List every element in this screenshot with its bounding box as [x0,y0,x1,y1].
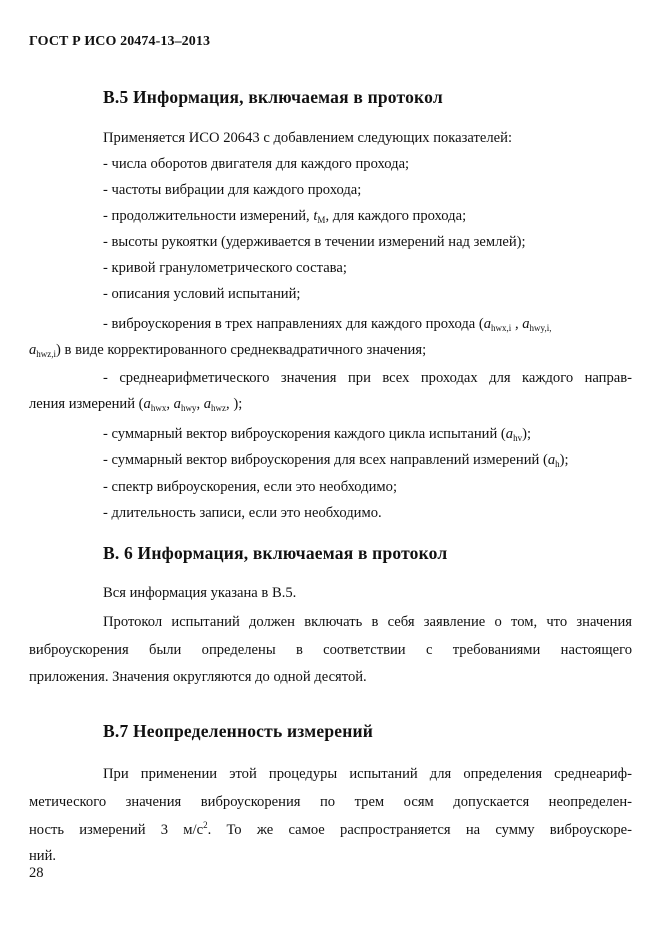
symbol-a: a [29,342,37,358]
mean-end: , ); [226,396,243,412]
sub-hwyi: hwy,i, [529,323,552,333]
duration-symbol: t [313,208,318,224]
symbol-a: a [143,396,151,412]
section-b7-title: В.7 Неопределенность измерений [103,721,374,741]
b5-item-rpm: - числа оборотов двигателя для каждого прохода; [103,156,410,172]
b7-sup: 2 [203,820,208,830]
b5-item-mean-line1: - среднеарифметического значения при всех проходах для каждого направ- [103,370,632,386]
symbol-a: a [522,316,530,332]
sub-hwz: hwz [211,403,227,413]
mean-text: ления измерений ( [29,396,144,412]
sum-all-text: - суммарный вектор виброускорения для всех направлений измерений ( [103,452,548,468]
b5-item-granulometric: - кривой гранулометрического состава; [103,260,347,276]
sub-hwy: hwy [180,403,197,413]
b5-item-duration [103,207,466,225]
b5-item-record-length: - длительность записи, если это необходимо. [103,505,382,521]
sep: , [511,316,523,332]
b6-p1: Вся информация указана в В.5. [103,585,297,601]
b7-line3 [29,821,632,839]
section-b6-title: В. 6 Информация, включаемая в протокол [103,543,448,563]
sum-all-end: ); [559,452,569,468]
symbol-a: a [505,426,514,442]
sum-cycle-end: ); [522,426,531,442]
b5-item-spectrum: - спектр виброускорения, если это необходимо; [103,479,398,495]
duration-sub: M [317,215,326,225]
b5-item-mean-line2 [29,395,242,413]
b5-item-vibro-line2 [29,341,426,359]
b6-p2-line3: приложения. Значения округляются до одной десятой. [29,669,367,685]
b7-line3-b: . То же самое распространяется на сумму виброускоре- [207,822,632,838]
sub-hwx: hwx [150,403,167,413]
b7-line1: При применении этой процедуры испытаний для определения среднеариф- [103,766,632,782]
b5-item-sum-all [103,451,569,469]
sub-hv: hv [513,433,523,443]
document-header: ГОСТ Р ИСО 20474-13–2013 [29,34,211,49]
sub-h: h [555,459,560,469]
comma: , [166,396,174,412]
page-number: 28 [29,865,44,881]
sub-hwzi: hwz,i [36,349,57,359]
symbol-a: a [547,452,556,468]
b6-p2-line1: Протокол испытаний должен включать в себя заявление о том, что значения [103,614,632,630]
symbol-a: a [173,396,181,412]
vibro-rest: ) в виде корректированного среднеквадратичного значения; [56,342,427,358]
symbol-a: a [203,396,212,412]
b5-item-conditions: - описания условий испытаний; [103,286,301,302]
b7-line4: ний. [29,848,57,864]
b5-item-frequency: - частоты вибрации для каждого прохода; [103,182,362,198]
sum-cycle-text: - суммарный вектор виброускорения каждого цикла испытаний ( [103,426,506,442]
b7-line3-a: ность измерений 3 м/с [29,822,204,838]
sub-hwxi: hwx,i [491,323,512,333]
b5-item-handle-height: - высоты рукоятки (удерживается в течении измерений над землей); [103,234,526,250]
b5-item-sum-cycle [103,425,531,443]
b6-p2-line2: виброускорения были определены в соответствии с требованиями настоящего [29,642,632,658]
b5-intro: Применяется ИСО 20643 с добавлением следующих показателей: [103,130,512,146]
b7-line2: метического значения виброускорения по трем осям допускается неопределен- [29,794,632,810]
b5-item-vibro-line1 [103,315,551,333]
vibro-text: - виброускорения в трех направлениях для каждого прохода ( [103,316,484,332]
comma: , [196,396,204,412]
duration-rest: , для каждого прохода; [325,208,467,224]
section-b5-title: В.5 Информация, включаемая в протокол [103,87,443,107]
duration-text: - продолжительности измерений, [103,208,314,224]
symbol-a: a [483,316,492,332]
